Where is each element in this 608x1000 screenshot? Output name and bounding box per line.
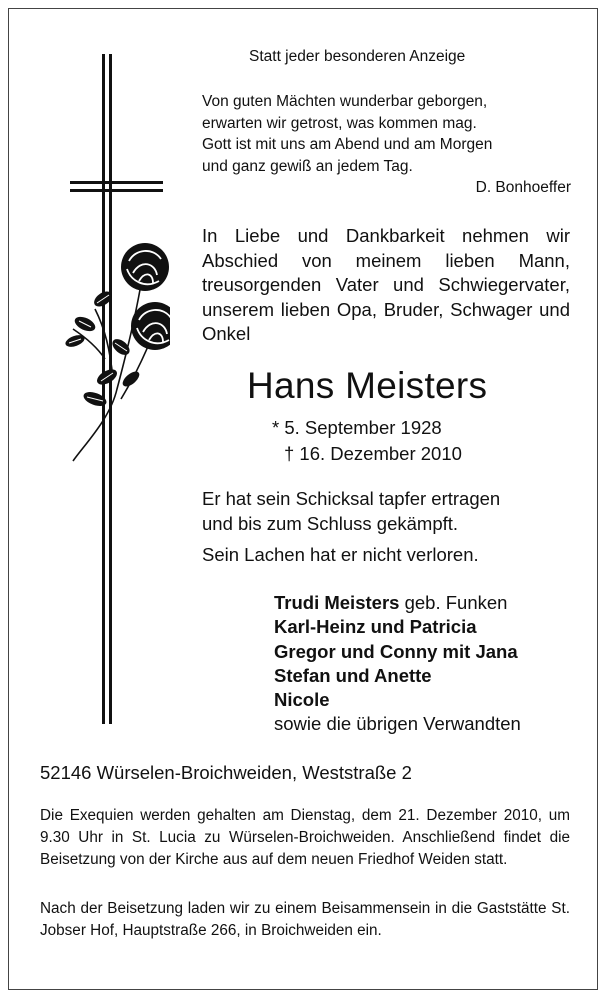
reception-notice: Nach der Beisetzung laden wir zu einem Beisammensein in die Gaststätte St. Jobser Hof, Hauptstraße 266, in Broichweiden ein. bbox=[40, 900, 570, 939]
deceased-name: Hans Meisters bbox=[247, 365, 488, 406]
family-list bbox=[274, 591, 521, 737]
birth-date: * 5. September 1928 bbox=[272, 417, 442, 438]
family-member: Karl-Heinz und Patricia bbox=[274, 616, 477, 638]
poem-line: Von guten Mächten wunderbar geborgen, bbox=[202, 93, 488, 110]
funeral-notice: Die Exequien werden gehalten am Dienstag, dem 21. Dezember 2010, um 9.30 Uhr in St. Lucia zu Würselen-Broichweiden. Anschließend findet die Beisetzung von der Kirche aus auf dem neuen Friedhof Weiden statt. bbox=[40, 807, 570, 868]
poem-author: D. Bonhoeffer bbox=[475, 179, 571, 196]
quote-line: Er hat sein Schicksal tapfer ertragen bbox=[202, 488, 501, 509]
death-date: † 16. Dezember 2010 bbox=[284, 443, 462, 464]
intro-text: In Liebe und Dankbarkeit nehmen wir Abschied von meinem lieben Mann, treusorgenden Vater und Schwiegervater, unserem lieben Opa, Bruder, Schwager und Onkel bbox=[202, 225, 570, 344]
quote-2: Sein Lachen hat er nicht verloren. bbox=[202, 544, 479, 565]
quote-line: und bis zum Schluss gekämpft. bbox=[202, 512, 459, 534]
quote-1 bbox=[202, 487, 500, 536]
family-others: sowie die übrigen Verwandten bbox=[274, 713, 521, 735]
announcement-header: Statt jeder besonderen Anzeige bbox=[249, 48, 466, 65]
family-member: Gregor und Conny mit Jana bbox=[274, 640, 518, 662]
poem-line: Gott ist mit uns am Abend und am Morgen bbox=[202, 136, 493, 153]
family-member: Nicole bbox=[274, 689, 330, 711]
poem-line: und ganz gewiß an jedem Tag. bbox=[202, 157, 413, 175]
obituary-card bbox=[8, 8, 598, 990]
family-member: Trudi Meisters geb. Funken bbox=[274, 592, 508, 613]
poem-line: erwarten wir getrost, was kommen mag. bbox=[202, 114, 477, 132]
family-member: Stefan und Anette bbox=[274, 664, 432, 686]
address: 52146 Würselen-Broichweiden, Weststraße 2 bbox=[40, 762, 412, 783]
life-dates bbox=[272, 415, 462, 467]
poem bbox=[202, 91, 571, 199]
